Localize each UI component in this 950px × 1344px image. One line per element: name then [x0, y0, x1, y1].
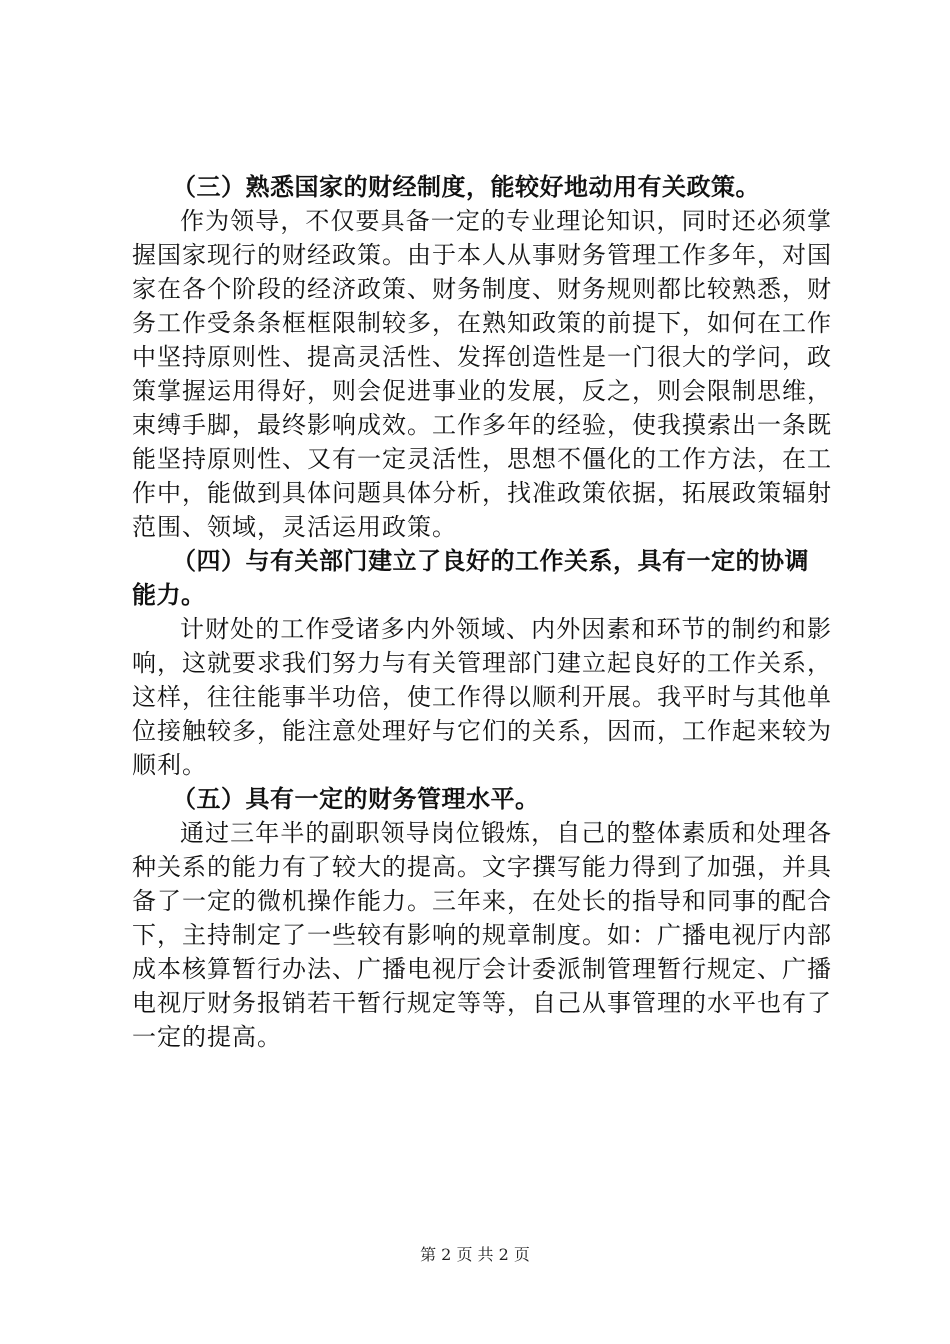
section-paragraph: 计财处的工作受诸多内外领域、内外因素和环节的制约和影响，这就要求我们努力与有关管理部门建立起良好的工作关系，这样，往往能事半功倍，使工作得以顺利开展。我平时与其他单位接触较多，能注意处理好与它们的关系，因而，工作起来较为顺利。: [132, 615, 832, 779]
section-paragraph: 通过三年半的副职领导岗位锻炼，自己的整体素质和处理各种关系的能力有了较大的提高。文字撰写能力得到了加强，并具备了一定的微机操作能力。三年来，在处长的指导和同事的配合下，主持制定了一些较有影响的规章制度。如：广播电视厅内部成本核算暂行办法、广播电视厅会计委派制管理暂行规定、广播电视厅财务报销若干暂行规定等等，自己从事管理的水平也有了一定的提高。: [132, 819, 832, 1051]
section-heading: （五）具有一定的财务管理水平。: [172, 785, 540, 813]
section-paragraph: 作为领导，不仅要具备一定的专业理论知识，同时还必须掌握国家现行的财经政策。由于本人从事财务管理工作多年，对国家在各个阶段的经济政策、财务制度、财务规则都比较熟悉，财务工作受条条框框限制较多，在熟知政策的前提下，如何在工作中坚持原则性、提高灵活性、发挥创造性是一门很大的学问，政策掌握运用得好，则会促进事业的发展，反之，则会限制思维，束缚手脚，最终影响成效。工作多年的经验，使我摸索出一条既能坚持原则性、又有一定灵活性，思想不僵化的工作方法，在工作中，能做到具体问题具体分析，找准政策依据，拓展政策辐射范围、领域，灵活运用政策。: [132, 207, 832, 541]
section-heading: （三）熟悉国家的财经制度，能较好地动用有关政策。: [172, 173, 760, 201]
page-footer: 第 2 页 共 2 页: [420, 1245, 530, 1264]
section-heading: （四）与有关部门建立了良好的工作关系，具有一定的协调能力。: [132, 547, 809, 609]
document-body: [132, 170, 832, 1054]
